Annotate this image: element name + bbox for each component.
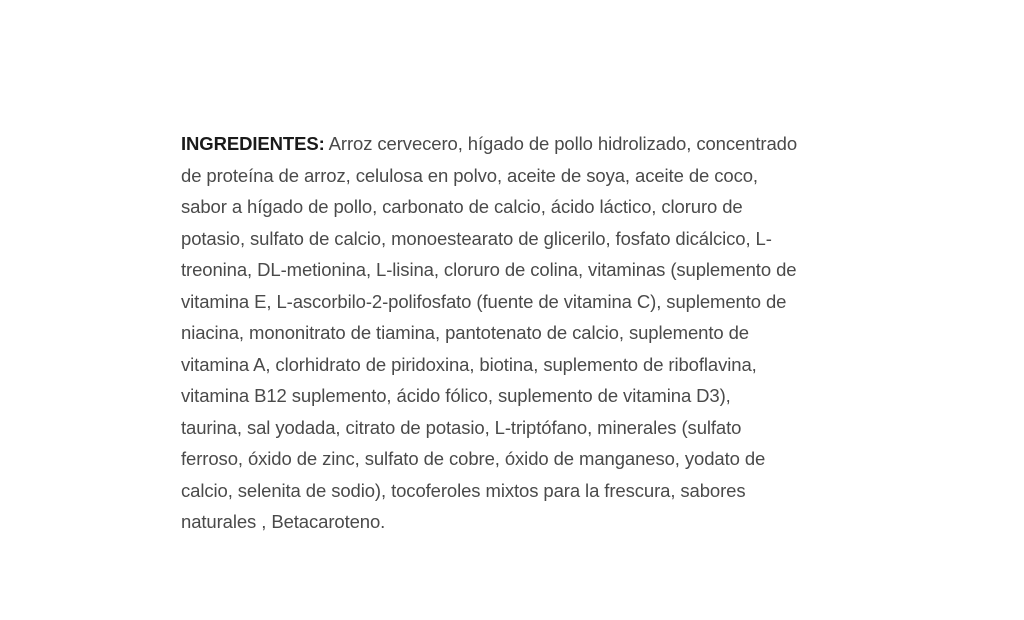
- ingredients-line-12: calcio, selenita de sodio), tocoferoles mixtos para la frescura, sabores: [181, 479, 746, 501]
- ingredients-label: INGREDIENTES:: [181, 133, 325, 154]
- ingredients-text: Arroz cervecero, hígado de pollo hidrolizado, concentrado: [324, 133, 798, 154]
- ingredients-line-8: vitamina A, clorhidrato de piridoxina, biotina, suplemento de riboflavina,: [181, 353, 757, 375]
- ingredients-line-10: taurina, sal yodada, citrato de potasio, L-triptófano, minerales (sulfato: [181, 416, 742, 438]
- ingredients-line-3: sabor a hígado de pollo, carbonato de calcio, ácido láctico, cloruro de: [181, 196, 743, 217]
- ingredients-line-5: treonina, DL-metionina, L-lisina, cloruro de colina, vitaminas (suplemento de: [181, 259, 797, 280]
- ingredients-line-13: naturales , Betacaroteno.: [181, 511, 386, 532]
- ingredients-line-2: de proteína de arroz, celulosa en polvo, aceite de soya, aceite de coco,: [181, 164, 758, 186]
- ingredients-paragraph: [181, 128, 881, 538]
- ingredients-line-7: niacina, mononitrato de tiamina, pantotenato de calcio, suplemento de: [181, 322, 750, 343]
- ingredients-line-6: vitamina E, L-ascorbilo-2-polifosfato (fuente de vitamina C), suplemento de: [181, 290, 787, 312]
- ingredients-line-9: vitamina B12 suplemento, ácido fólico, suplemento de vitamina D3),: [181, 385, 731, 406]
- ingredients-line-4: potasio, sulfato de calcio, monoestearato de glicerilo, fosfato dicálcico, L-: [181, 227, 772, 249]
- ingredients-line-1: [181, 128, 881, 160]
- ingredients-line-11: ferroso, óxido de zinc, sulfato de cobre, óxido de manganeso, yodato de: [181, 448, 766, 469]
